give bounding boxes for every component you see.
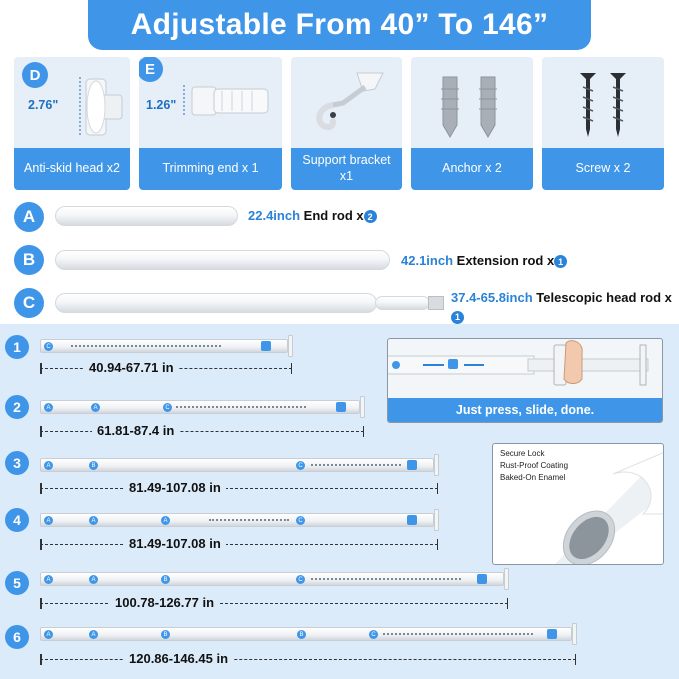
rod-name: Extension rod x: [456, 253, 555, 268]
rod-length: 22.4inch: [248, 208, 301, 223]
adjust-holes: [383, 633, 533, 635]
config-number-badge: 5: [5, 571, 29, 595]
rod-length: 42.1inch: [401, 253, 454, 268]
part-letter-badge: D: [22, 62, 48, 88]
adjust-holes: [311, 464, 401, 466]
lock-marker: [477, 574, 487, 584]
config-rod: [40, 627, 572, 641]
adjust-holes: [176, 406, 306, 408]
config-rod: [40, 400, 360, 414]
feature-label: Secure Lock: [500, 449, 545, 458]
config-dimension-line: [40, 488, 438, 489]
part-letter-badge: E: [139, 57, 163, 82]
rod-c-marker: C: [296, 516, 305, 525]
rod-c-marker: C: [296, 461, 305, 470]
lock-marker: [261, 341, 271, 351]
config-end-cap: [504, 568, 509, 590]
config-dimension-line: [40, 544, 438, 545]
feature-label: Rust-Proof Coating: [500, 461, 569, 470]
part-card-screw: [542, 57, 664, 190]
part-card-support-bracket: [291, 57, 402, 190]
rod-letter-badge: A: [14, 202, 44, 232]
part-caption: Screw x 2: [542, 148, 664, 190]
config-rod: [40, 572, 504, 586]
feature-label: Baked-On Enamel: [500, 473, 566, 482]
rod-letter-badge: C: [14, 288, 44, 318]
rod-c-marker: C: [163, 403, 172, 412]
lock-marker: [407, 460, 417, 470]
telescopic-thread-end: [428, 296, 444, 310]
rod-a-marker: A: [44, 403, 53, 412]
trimming-end-icon: [182, 81, 274, 121]
title-banner: Adjustable From 40” To 146”: [88, 0, 591, 50]
rod-qty: 1: [451, 311, 464, 324]
part-dimension: 1.26": [146, 98, 177, 112]
rod-a-marker: A: [44, 516, 53, 525]
rod-c-marker: C: [369, 630, 378, 639]
config-number-badge: 1: [5, 335, 29, 359]
config-range: 81.49-107.08 in: [124, 536, 226, 551]
adjust-holes: [311, 578, 461, 580]
config-number-badge: 3: [5, 451, 29, 475]
support-bracket-icon: [303, 63, 389, 143]
screw-icon: [570, 69, 636, 149]
part-caption: Anchor x 2: [411, 148, 533, 190]
rod-a-marker: A: [44, 575, 53, 584]
rod-c-marker: C: [44, 342, 53, 351]
rod-name: End rod x: [303, 208, 364, 223]
config-end-cap: [572, 623, 577, 645]
rod-length: 37.4-65.8inch: [451, 290, 533, 305]
part-caption: Support bracket x1: [291, 148, 402, 190]
rod-name: Telescopic head rod x: [536, 290, 672, 305]
config-range: 61.81-87.4 in: [92, 423, 179, 438]
config-range: 120.86-146.45 in: [124, 651, 233, 666]
part-dimension: 2.76": [28, 98, 59, 112]
config-dimension-line: [40, 431, 364, 432]
config-rod: [40, 458, 434, 472]
lock-marker: [407, 515, 417, 525]
part-caption: Trimming end x 1: [139, 148, 282, 190]
features-inset: [492, 443, 664, 565]
adjust-holes: [71, 345, 221, 347]
rod-label: [248, 208, 377, 223]
config-range: 81.49-107.08 in: [124, 480, 226, 495]
rod-a-marker: A: [89, 575, 98, 584]
end-rod: [55, 206, 238, 226]
rod-c-marker: C: [296, 575, 305, 584]
extension-rod: [55, 250, 390, 270]
config-range: 40.94-67.71 in: [84, 360, 179, 375]
rod-qty: 2: [364, 210, 377, 223]
adjust-holes: [209, 519, 289, 521]
rod-label: [451, 288, 676, 326]
rod-cross-section-illustration: [493, 444, 664, 565]
config-number-badge: 6: [5, 625, 29, 649]
config-rod: [40, 339, 288, 353]
press-slide-inset: [387, 338, 663, 423]
rod-b-marker: B: [161, 630, 170, 639]
config-number-badge: 4: [5, 508, 29, 532]
rod-a-marker: A: [89, 516, 98, 525]
anchor-icon: [435, 71, 511, 147]
rod-b-marker: B: [297, 630, 306, 639]
rod-a-marker: A: [44, 630, 53, 639]
part-card-anchor: [411, 57, 533, 190]
config-dimension-line: [40, 659, 576, 660]
config-rod: [40, 513, 434, 527]
telescopic-head-rod-inner: [375, 296, 430, 310]
rod-qty: 1: [554, 255, 567, 268]
rod-a-marker: A: [89, 630, 98, 639]
config-end-cap: [434, 454, 439, 476]
press-slide-caption: Just press, slide, done.: [388, 398, 662, 422]
anti-skid-head-icon: [76, 69, 126, 145]
lock-marker: [547, 629, 557, 639]
rod-b-marker: B: [161, 575, 170, 584]
config-end-cap: [360, 396, 365, 418]
part-card-anti-skid-head: [14, 57, 130, 190]
config-range: 100.78-126.77 in: [110, 595, 219, 610]
part-card-trimming-end: [139, 57, 282, 190]
rod-a-marker: A: [161, 516, 170, 525]
rod-letter-badge: B: [14, 245, 44, 275]
telescopic-head-rod-outer: [55, 293, 377, 313]
rod-a-marker: A: [44, 461, 53, 470]
config-number-badge: 2: [5, 395, 29, 419]
part-caption: Anti-skid head x2: [14, 148, 130, 190]
config-end-cap: [434, 509, 439, 531]
rod-label: [401, 253, 567, 268]
rod-b-marker: B: [89, 461, 98, 470]
rod-a-marker: A: [91, 403, 100, 412]
config-end-cap: [288, 335, 293, 357]
lock-marker: [336, 402, 346, 412]
press-slide-illustration: [388, 339, 663, 399]
